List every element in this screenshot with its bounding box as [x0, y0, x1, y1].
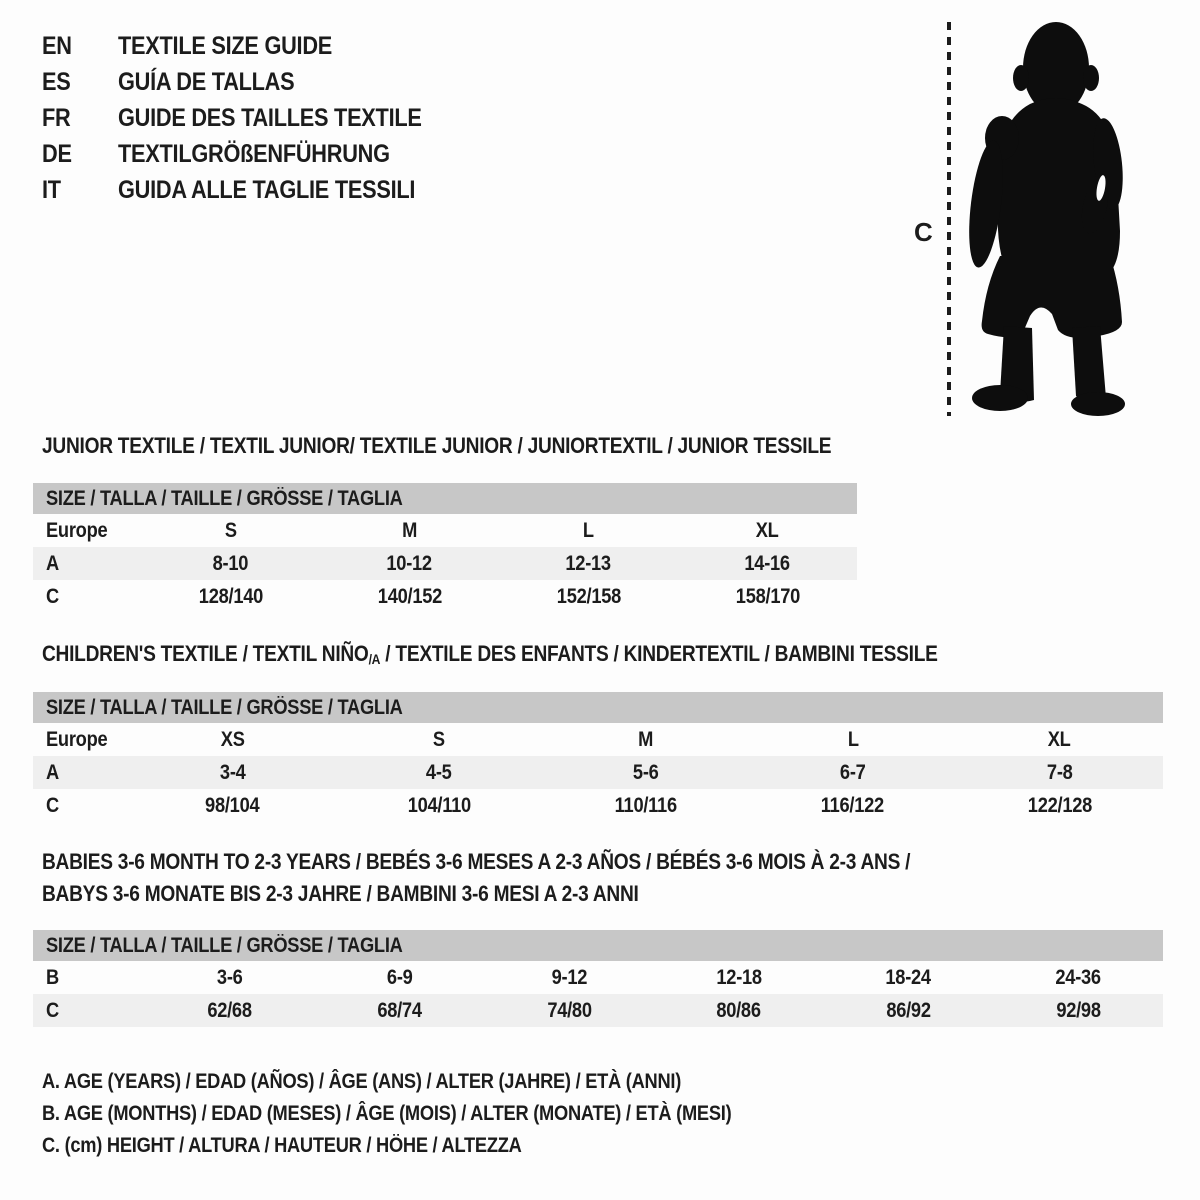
table-row-a: [33, 547, 857, 580]
height-value: 86/92: [886, 999, 931, 1022]
age-value: 6-7: [839, 761, 866, 784]
table-row-europe: [33, 514, 857, 547]
height-value: 62/68: [207, 999, 253, 1022]
height-value: 116/122: [821, 794, 885, 817]
guide-title: TEXTILE SIZE GUIDE: [118, 32, 333, 60]
guide-title: GUIDE DES TAILLES TEXTILE: [118, 104, 422, 132]
lang-code: FR: [42, 104, 71, 132]
size-value: L: [847, 728, 859, 751]
size-value: XL: [1048, 728, 1071, 751]
table-row-c: [33, 789, 1163, 822]
age-value: 9-12: [551, 966, 587, 989]
lang-row-es: [42, 64, 467, 100]
height-value: 140/152: [377, 585, 442, 608]
age-value: 5-6: [633, 761, 659, 784]
lang-code: DE: [42, 140, 72, 168]
lang-row-de: [42, 136, 467, 172]
height-value: 92/98: [1055, 999, 1101, 1022]
legend-line-b: B. AGE (MONTHS) / EDAD (MESES) / ÂGE (MOIS) / ALTER (MONATE) / ETÀ (MESI): [42, 1102, 732, 1125]
junior-section-title: JUNIOR TEXTILE / TEXTIL JUNIOR/ TEXTILE JUNIOR / JUNIORTEXTIL / JUNIOR TESSILE: [42, 433, 832, 458]
height-value: 128/140: [198, 585, 263, 608]
age-value: 10-12: [386, 552, 433, 575]
age-value: 12-18: [716, 966, 762, 989]
height-value: 110/116: [614, 794, 678, 817]
size-value: M: [638, 728, 654, 751]
lang-code: EN: [42, 32, 72, 60]
height-value: 74/80: [546, 999, 592, 1022]
region-label: Europe: [46, 519, 108, 542]
children-size-table: [33, 692, 1163, 822]
lang-row-it: [42, 172, 467, 208]
row-label: B: [46, 966, 59, 989]
size-value: S: [224, 519, 237, 542]
legend-line-c: C. (cm) HEIGHT / ALTURA / HAUTEUR / HÖHE / ALTEZZA: [42, 1134, 522, 1157]
size-header-band: SIZE / TALLA / TAILLE / GRÖSSE / TAGLIA: [33, 483, 857, 514]
guide-title: TEXTILGRÖßENFÜHRUNG: [118, 140, 390, 168]
size-value: XL: [756, 519, 779, 542]
region-label: Europe: [46, 728, 108, 751]
height-value: 80/86: [716, 999, 762, 1022]
lang-code: ES: [42, 68, 71, 96]
table-row-europe: [33, 723, 1163, 756]
babies-size-table: [33, 930, 1163, 1027]
height-value: 104/110: [407, 794, 471, 817]
age-value: 3-6: [217, 966, 243, 989]
row-label: C: [46, 999, 59, 1022]
nino-a-subscript: /A: [368, 651, 381, 667]
size-value: XS: [220, 728, 245, 751]
height-value: 98/104: [205, 794, 260, 817]
language-title-list: [42, 28, 467, 208]
guide-title: GUÍA DE TALLAS: [118, 68, 295, 96]
age-value: 8-10: [212, 552, 249, 575]
height-value: 68/74: [377, 999, 422, 1022]
size-header-band: SIZE / TALLA / TAILLE / GRÖSSE / TAGLIA: [33, 692, 1163, 723]
row-label: C: [46, 794, 59, 817]
legend-line-a: A. AGE (YEARS) / EDAD (AÑOS) / ÂGE (ANS) / ALTER (JAHRE) / ETÀ (ANNI): [42, 1070, 682, 1093]
size-value: M: [402, 519, 417, 542]
table-row-c: [33, 994, 1163, 1027]
row-label: C: [46, 585, 59, 608]
age-value: 14-16: [744, 552, 791, 575]
height-value: 152/158: [556, 585, 621, 608]
age-value: 7-8: [1046, 761, 1073, 784]
lang-code: IT: [42, 176, 61, 204]
guide-title: GUIDA ALLE TAGLIE TESSILI: [118, 176, 416, 204]
children-section-title: CHILDREN'S TEXTILE / TEXTIL NIÑO/A / TEXTILE DES ENFANTS / KINDERTEXTIL / BAMBINI TESSILE: [42, 641, 938, 667]
lang-row-fr: [42, 100, 467, 136]
measure-legend: [42, 1066, 834, 1162]
table-row-b: [33, 961, 1163, 994]
table-row-c: [33, 580, 857, 613]
age-value: 4-5: [426, 761, 453, 784]
junior-size-table: [33, 483, 857, 613]
lang-row-en: [42, 28, 467, 64]
height-value: 122/128: [1027, 794, 1092, 817]
size-header-band: SIZE / TALLA / TAILLE / GRÖSSE / TAGLIA: [33, 930, 1163, 961]
age-value: 24-36: [1055, 966, 1101, 989]
size-value: S: [433, 728, 446, 751]
age-value: 3-4: [219, 761, 246, 784]
row-label: A: [46, 761, 59, 784]
height-measure-label: C: [914, 217, 933, 247]
height-value: 158/170: [735, 585, 800, 608]
row-label: A: [46, 552, 59, 575]
age-value: 6-9: [386, 966, 413, 989]
age-value: 18-24: [885, 966, 932, 989]
toddler-silhouette-icon: [968, 16, 1140, 418]
age-value: 12-13: [565, 552, 612, 575]
babies-section-title: BABIES 3-6 MONTH TO 2-3 YEARS / BEBÉS 3-6 MESES A 2-3 AÑOS / BÉBÉS 3-6 MOIS À 2-3 ANS / BABYS 3-6 MONATE BIS 2-3 JAHRE / BAMBINI 3-6 MESI A 2-3 ANNI: [42, 849, 911, 906]
size-value: L: [583, 519, 594, 542]
table-row-a: [33, 756, 1163, 789]
height-dashed-line: [947, 22, 951, 416]
